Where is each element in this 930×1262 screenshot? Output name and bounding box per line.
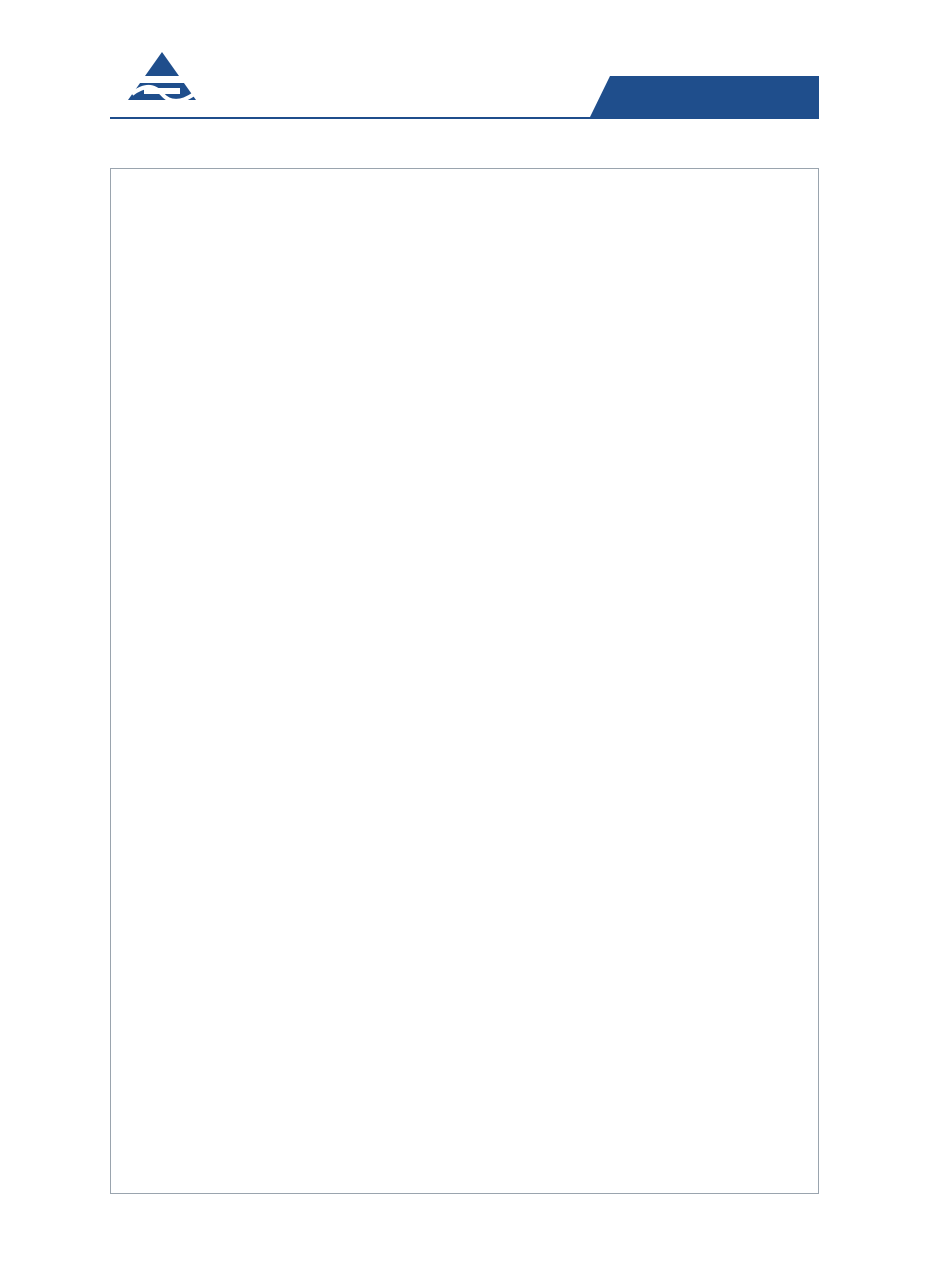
profile-catalog-grid — [110, 168, 819, 1194]
company-logo — [110, 50, 214, 116]
footer — [112, 1207, 116, 1220]
header-rule — [110, 117, 819, 119]
slogan-banner — [590, 76, 819, 117]
